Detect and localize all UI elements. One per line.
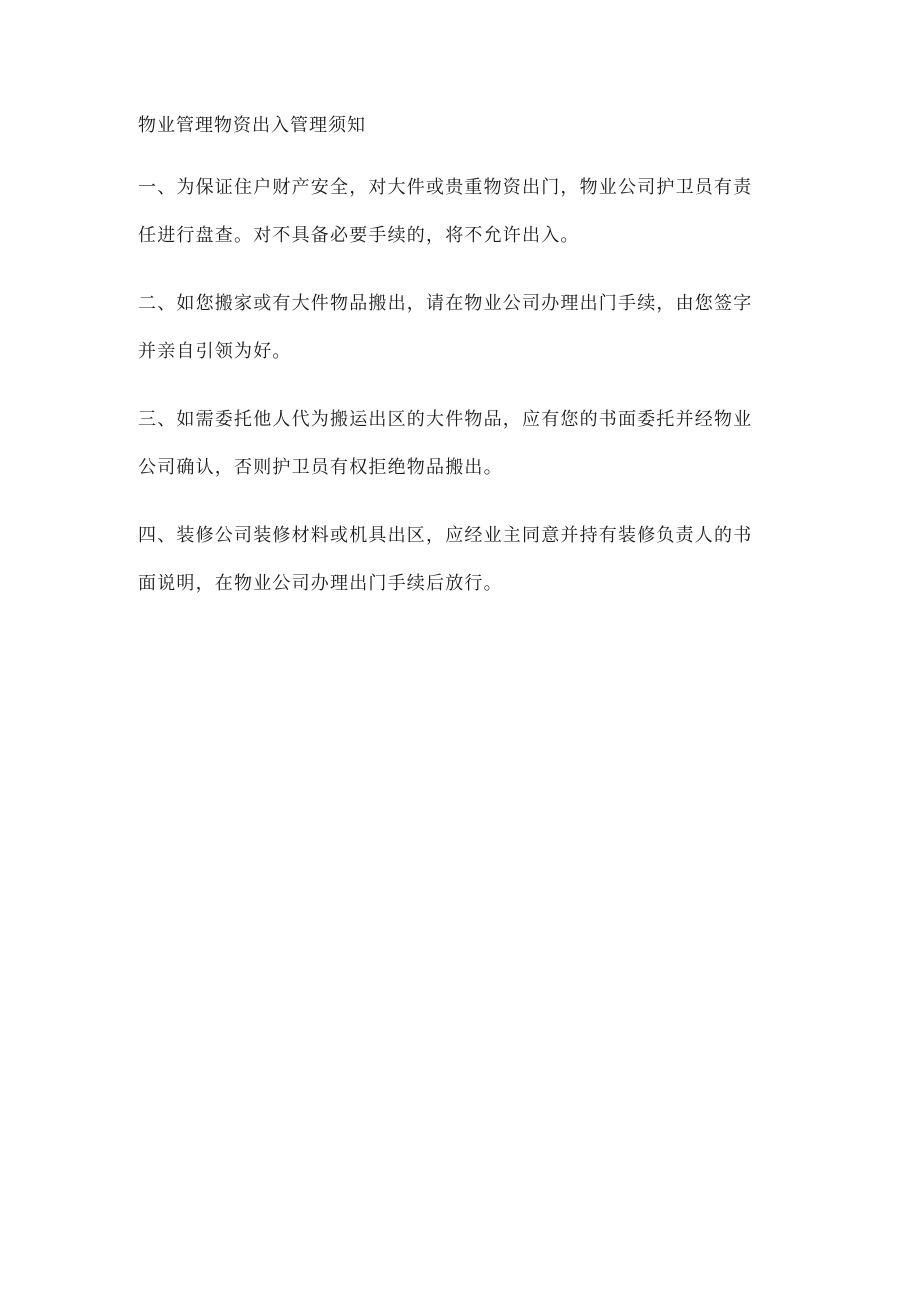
document-page bbox=[138, 114, 788, 628]
clause-4 bbox=[138, 512, 788, 608]
clause-2 bbox=[138, 280, 788, 376]
clause-1-line-1: 一、为保证住户财产安全，对大件或贵重物资出门，物业公司护卫员有责 bbox=[138, 177, 753, 198]
clause-2-line-2: 并亲自引领为好。 bbox=[138, 341, 292, 362]
document-title: 物业管理物资出入管理须知 bbox=[138, 115, 366, 136]
clause-1 bbox=[138, 164, 788, 260]
clause-3-line-2: 公司确认，否则护卫员有权拒绝物品搬出。 bbox=[138, 457, 503, 478]
clause-2-line-1: 二、如您搬家或有大件物品搬出，请在物业公司办理出门手续，由您签字 bbox=[138, 293, 753, 314]
clause-4-line-2: 面说明，在物业公司办理出门手续后放行。 bbox=[138, 573, 503, 594]
clause-3 bbox=[138, 396, 788, 492]
clause-3-line-1: 三、如需委托他人代为搬运出区的大件物品，应有您的书面委托并经物业 bbox=[138, 409, 753, 430]
clause-4-line-1: 四、装修公司装修材料或机具出区，应经业主同意并持有装修负责人的书 bbox=[138, 525, 753, 546]
clause-1-line-2: 任进行盘查。对不具备必要手续的，将不允许出入。 bbox=[138, 225, 580, 246]
